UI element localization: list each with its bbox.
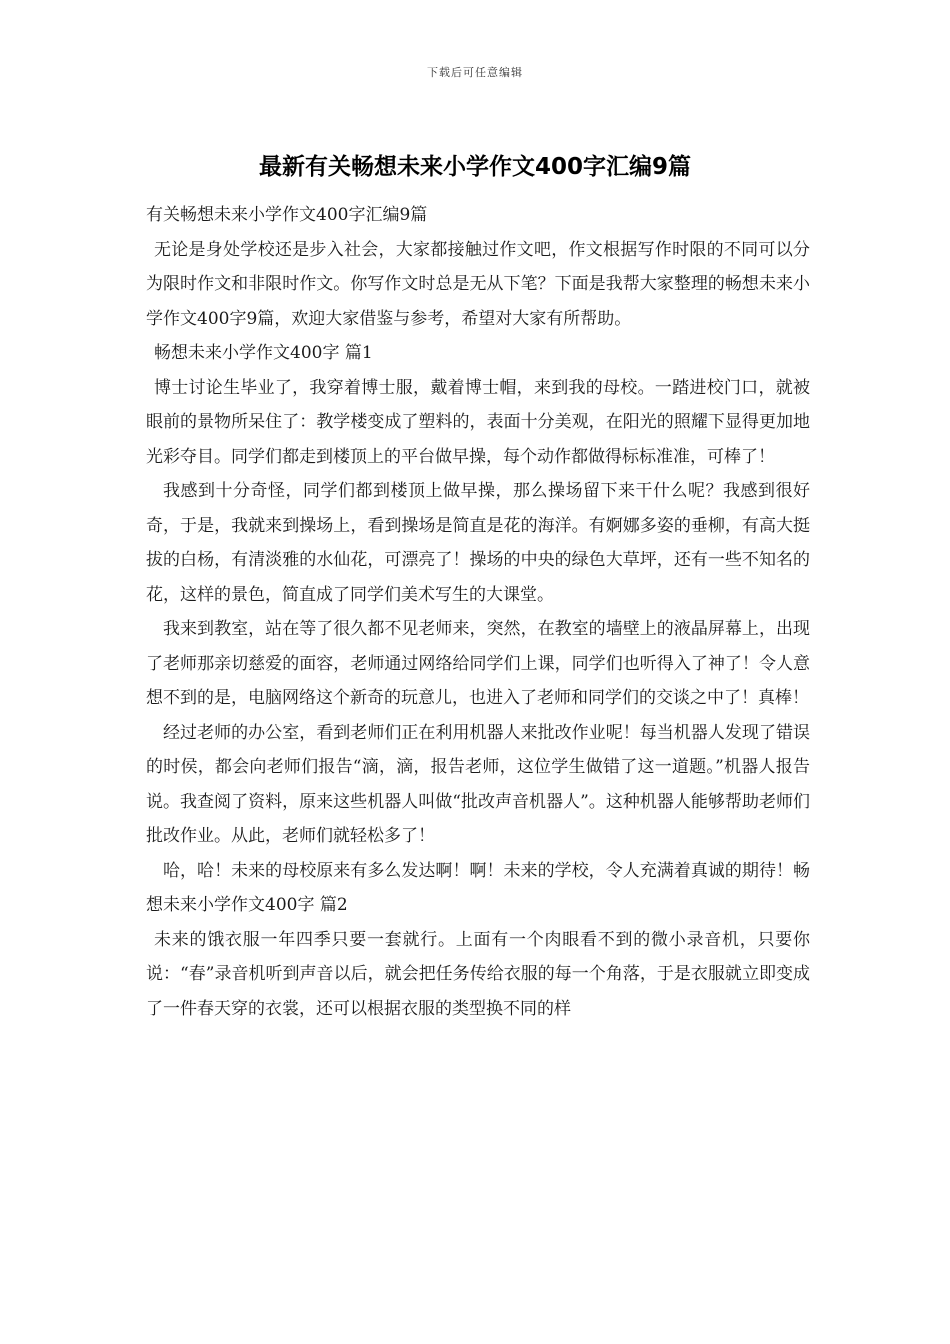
section-heading-1: 畅想未来小学作文400字 篇1 — [154, 343, 373, 363]
body-paragraph: 我来到教室，站在等了很久都不见老师来，突然，在教室的墙壁上的液晶屏幕上，出现了老师那亲切慈爱的面容，老师通过网络给同学们上课，同学们也听得入了神了！令人意想不到的是，电脑网络这个新奇的玩意儿，也进入了老师和同学们的交谈之中了！真棒！ — [146, 619, 810, 708]
subtitle-paragraph: 有关畅想未来小学作文400字汇编9篇 — [146, 205, 428, 225]
document-title: 最新有关畅想未来小学作文400字汇编9篇 — [258, 154, 691, 180]
page-header-note: 下载后可任意编辑 — [427, 66, 523, 79]
body-paragraph: 博士讨论生毕业了，我穿着博士服，戴着博士帽，来到我的母校。一踏进校门口，就被眼前的景物所呆住了：教学楼变成了塑料的，表面十分美观，在阳光的照耀下显得更加地光彩夺目。同学们都走到楼顶上的平台做早操，每个动作都做得标标准准，可棒了！ — [146, 377, 810, 467]
body-paragraph: 未来的饿衣服一年四季只要一套就行。上面有一个肉眼看不到的微小录音机，只要你说：“春”录音机听到声音以后，就会把任务传给衣服的每一个角落，于是衣服就立即变成了一件春天穿的衣裳，还可以根据衣服的类型换不同的样 — [146, 929, 810, 1019]
body-paragraph: 哈，哈！未来的母校原来有多么发达啊！啊！未来的学校，令人充满着真诚的期待！畅想未来小学作文400字 篇2 — [146, 860, 810, 915]
document-body — [146, 198, 810, 1026]
body-paragraph: 经过老师的办公室，看到老师们正在利用机器人来批改作业呢！每当机器人发现了错误的时侯，都会向老师们报告“滴，滴，报告老师，这位学生做错了这一道题。”机器人报告说。我查阅了资料，原来这些机器人叫做“批改声音机器人”。这种机器人能够帮助老师们批改作业。从此，老师们就轻松多了！ — [146, 722, 810, 846]
intro-paragraph: 无论是身处学校还是步入社会，大家都接触过作文吧，作文根据写作时限的不同可以分为限时作文和非限时作文。你写作文时总是无从下笔？下面是我帮大家整理的畅想未来小学作文400字9篇，欢迎大家借鉴与参考，希望对大家有所帮助。 — [146, 239, 810, 329]
body-paragraph: 我感到十分奇怪，同学们都到楼顶上做早操，那么操场留下来干什么呢？我感到很好奇，于是，我就来到操场上，看到操场是简直是花的海洋。有婀娜多姿的垂柳，有高大挺拔的白杨，有清淡雅的水仙花，可漂亮了！操场的中央的绿色大草坪，还有一些不知名的花，这样的景色，简直成了同学们美术写生的大课堂。 — [146, 481, 810, 605]
